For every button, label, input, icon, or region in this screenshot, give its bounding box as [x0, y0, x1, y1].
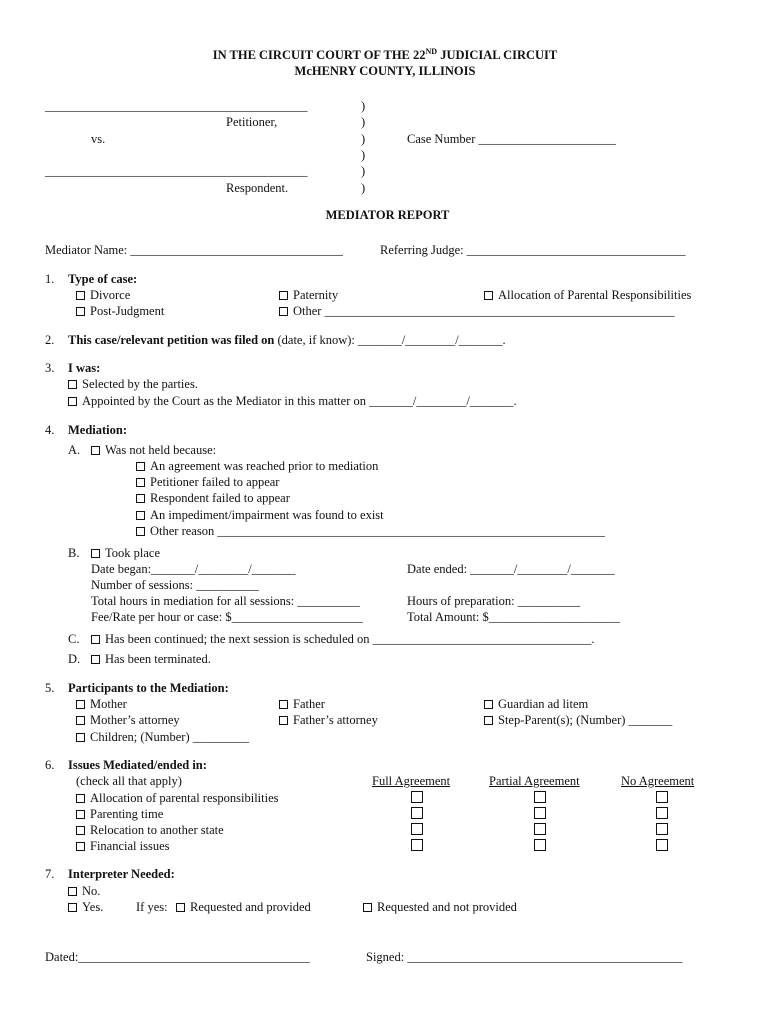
fathers-attorney-option[interactable]: Father’s attorney [279, 713, 378, 728]
document-title: MEDIATOR REPORT [325, 208, 450, 222]
petitioner-name-line[interactable]: __________________________________________ [45, 99, 308, 113]
caption-paren: ) [361, 181, 366, 195]
subsection-label: A. [68, 443, 81, 457]
checkbox-icon[interactable] [279, 291, 288, 300]
no-agreement-checkbox[interactable] [656, 823, 668, 835]
reason-respondent-absent[interactable]: Respondent failed to appear [136, 491, 290, 506]
respondent-name-line[interactable]: __________________________________________ [45, 164, 308, 178]
checkbox-icon[interactable] [484, 700, 493, 709]
other-case-option[interactable]: Other ________________________________________________________ [279, 304, 675, 319]
checkbox-icon[interactable] [279, 716, 288, 725]
interpreter-no-option[interactable]: No. [68, 884, 100, 899]
checkbox-icon[interactable] [136, 511, 145, 520]
requested-not-provided-option[interactable]: Requested and not provided [363, 900, 517, 915]
caption-paren: ) [361, 115, 366, 129]
requested-provided-option[interactable]: Requested and provided [176, 900, 311, 915]
checkbox-icon[interactable] [76, 842, 85, 851]
appointed-by-court-option[interactable]: Appointed by the Court as the Mediator in this matter on _______/________/_______. [68, 394, 517, 409]
full-agreement-checkbox[interactable] [411, 791, 423, 803]
i-was-heading: I was: [68, 361, 101, 375]
checkbox-icon[interactable] [76, 826, 85, 835]
no-agreement-column: No Agreement [621, 774, 695, 788]
checkbox-icon[interactable] [91, 655, 100, 664]
signature-field[interactable]: Signed: ____________________________________________ [366, 950, 683, 964]
checkbox-icon[interactable] [76, 794, 85, 803]
checkbox-icon[interactable] [76, 291, 85, 300]
caption-paren: ) [361, 132, 366, 146]
interpreter-heading: Interpreter Needed: [68, 867, 175, 881]
partial-agreement-checkbox[interactable] [534, 791, 546, 803]
issue-row-label[interactable]: Financial issues [76, 839, 170, 854]
checkbox-icon[interactable] [484, 291, 493, 300]
step-parent-option[interactable]: Step-Parent(s); (Number) _______ [484, 713, 672, 728]
section-number: 4. [45, 423, 55, 437]
checkbox-icon[interactable] [279, 307, 288, 316]
guardian-ad-litem-option[interactable]: Guardian ad litem [484, 697, 588, 712]
mediator-name-field[interactable]: Mediator Name: __________________________________ [45, 243, 343, 257]
checkbox-icon[interactable] [76, 307, 85, 316]
selected-by-parties-option[interactable]: Selected by the parties. [68, 377, 198, 392]
date-ended-field[interactable]: Date ended: _______/________/_______ [407, 562, 615, 576]
reason-agreement-prior[interactable]: An agreement was reached prior to mediation [136, 459, 378, 474]
continued-option[interactable]: Has been continued; the next session is scheduled on ___________________________________. [91, 632, 595, 647]
reason-impediment[interactable]: An impediment/impairment was found to exist [136, 508, 384, 523]
checkbox-icon[interactable] [76, 733, 85, 742]
father-option[interactable]: Father [279, 697, 325, 712]
total-hours-field[interactable]: Total hours in mediation for all sessions: __________ [91, 594, 360, 608]
issues-heading: Issues Mediated/ended in: [68, 758, 207, 772]
fee-rate-field[interactable]: Fee/Rate per hour or case: $_____________________ [91, 610, 363, 624]
referring-judge-field[interactable]: Referring Judge: ___________________________________ [380, 243, 686, 257]
case-number-field[interactable]: Case Number ______________________ [407, 132, 617, 146]
mother-option[interactable]: Mother [76, 697, 127, 712]
date-began-field[interactable]: Date began:_______/________/_______ [91, 562, 296, 576]
checkbox-icon[interactable] [136, 527, 145, 536]
full-agreement-checkbox[interactable] [411, 807, 423, 819]
post-judgment-option[interactable]: Post-Judgment [76, 304, 164, 319]
prep-hours-field[interactable]: Hours of preparation: __________ [407, 594, 581, 608]
terminated-option[interactable]: Has been terminated. [91, 652, 211, 667]
petitioner-label: Petitioner, [226, 115, 278, 129]
children-option[interactable]: Children; (Number) _________ [76, 730, 249, 745]
no-agreement-checkbox[interactable] [656, 791, 668, 803]
caption-paren: ) [361, 99, 366, 113]
subsection-label: C. [68, 632, 80, 646]
participants-heading: Participants to the Mediation: [68, 681, 229, 695]
allocation-option[interactable]: Allocation of Parental Responsibilities [484, 288, 691, 303]
reason-other[interactable]: Other reason ______________________________________________________________ [136, 524, 605, 539]
total-amount-field[interactable]: Total Amount: $_____________________ [407, 610, 621, 624]
section-number: 5. [45, 681, 55, 695]
partial-agreement-checkbox[interactable] [534, 839, 546, 851]
partial-agreement-checkbox[interactable] [534, 823, 546, 835]
issue-row-label[interactable]: Allocation of parental responsibilities [76, 791, 279, 806]
reason-petitioner-absent[interactable]: Petitioner failed to appear [136, 475, 279, 490]
section-number: 3. [45, 361, 55, 375]
checkbox-icon[interactable] [136, 478, 145, 487]
checkbox-icon[interactable] [76, 810, 85, 819]
caption-paren: ) [361, 164, 366, 178]
partial-agreement-column: Partial Agreement [489, 774, 580, 788]
section-number: 6. [45, 758, 55, 772]
issue-row-label[interactable]: Parenting time [76, 807, 163, 822]
checkbox-icon[interactable] [91, 635, 100, 644]
checkbox-icon[interactable] [136, 494, 145, 503]
full-agreement-checkbox[interactable] [411, 823, 423, 835]
interpreter-yes-option[interactable]: Yes. [68, 900, 103, 915]
full-agreement-checkbox[interactable] [411, 839, 423, 851]
checkbox-icon[interactable] [76, 700, 85, 709]
not-held-option[interactable]: Was not held because: [91, 443, 216, 458]
petition-filed-field[interactable]: This case/relevant petition was filed on (date, if know): _______/________/_______. [68, 333, 506, 347]
no-agreement-checkbox[interactable] [656, 839, 668, 851]
checkbox-icon[interactable] [76, 716, 85, 725]
checkbox-icon[interactable] [68, 903, 77, 912]
subsection-label: B. [68, 546, 80, 560]
county-heading: McHENRY COUNTY, ILLINOIS [294, 64, 476, 78]
partial-agreement-checkbox[interactable] [534, 807, 546, 819]
checkbox-icon[interactable] [363, 903, 372, 912]
check-all-hint: (check all that apply) [76, 774, 182, 788]
mothers-attorney-option[interactable]: Mother’s attorney [76, 713, 180, 728]
section-number: 2. [45, 333, 55, 347]
checkbox-icon[interactable] [68, 887, 77, 896]
versus-label: vs. [91, 132, 106, 146]
sessions-field[interactable]: Number of sessions: __________ [91, 578, 259, 592]
respondent-label: Respondent. [226, 181, 289, 195]
checkbox-icon[interactable] [68, 397, 77, 406]
mediation-heading: Mediation: [68, 423, 128, 437]
took-place-option[interactable]: Took place [91, 546, 160, 561]
if-yes-label: If yes: [136, 900, 168, 914]
checkbox-icon[interactable] [176, 903, 185, 912]
divorce-option[interactable]: Divorce [76, 288, 130, 303]
dated-field[interactable]: Dated:_____________________________________ [45, 950, 310, 964]
checkbox-icon[interactable] [484, 716, 493, 725]
paternity-option[interactable]: Paternity [279, 288, 338, 303]
checkbox-icon[interactable] [91, 446, 100, 455]
checkbox-icon[interactable] [91, 549, 100, 558]
subsection-label: D. [68, 652, 81, 666]
section-number: 1. [45, 272, 55, 286]
full-agreement-column: Full Agreement [372, 774, 451, 788]
checkbox-icon[interactable] [136, 462, 145, 471]
no-agreement-checkbox[interactable] [656, 807, 668, 819]
caption-paren: ) [361, 148, 366, 162]
court-heading: IN THE CIRCUIT COURT OF THE 22ND JUDICIAL CIRCUIT [212, 47, 558, 62]
section-number: 7. [45, 867, 55, 881]
issue-row-label[interactable]: Relocation to another state [76, 823, 224, 838]
checkbox-icon[interactable] [68, 380, 77, 389]
checkbox-icon[interactable] [279, 700, 288, 709]
type-of-case-heading: Type of case: [68, 272, 138, 286]
